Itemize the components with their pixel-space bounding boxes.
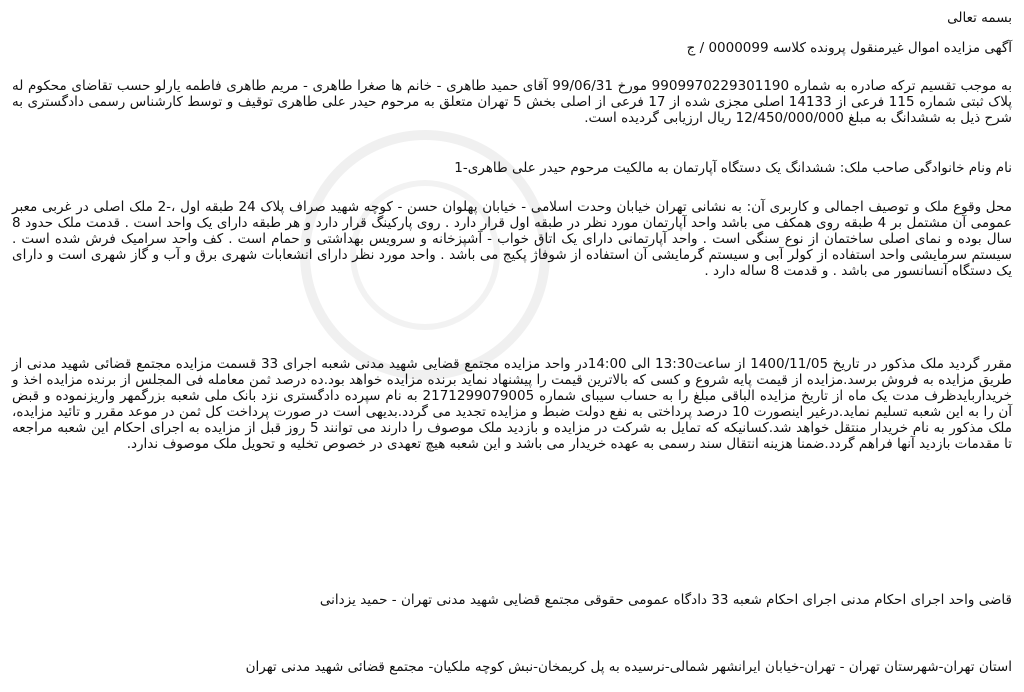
basmala-heading: بسمه تعالی	[947, 10, 1012, 26]
owner-line: نام ونام خانوادگی صاحب ملک: ششدانگ یک دستگاه آپارتمان به مالکیت مرحوم حیدر علی طاهری-1	[454, 160, 1012, 176]
notice-title: آگهی مزایده اموال غیرمنقول پرونده کلاسه 0000099 / ج	[686, 40, 1012, 56]
judge-signature: قاضی واحد اجرای احکام مدنی اجرای احکام شعبه 33 دادگاه عمومی حقوقی مجتمع قضایی شهید مدنی تهران - حمید یزدانی	[319, 592, 1012, 608]
property-description: محل وقوع ملک و توصیف اجمالی و کاربری آن: به نشانی تهران خیابان وحدت اسلامی - خیابان پهلوان حسن - کوچه شهید صراف پلاک 24 طبقه اول ،-2 ملک اصلی در غربی معبر عمومی آن مشتمل بر 4 طبقه روی همکف می باشد واحد آپارتمان مورد نظر در طبقه اول قرار دارد . روی پارکینگ قرار دارد و هر طبقه دارای یک واحد است . قدمت ملک حدود 8 سال بوده و نمای اصلی ساختمان از نوع سنگی است . واحد آپارتمانی دارای یک اتاق خواب - آشپزخانه و سرویس بهداشتی و حمام است . کف واحد سرامیک فرش شده است . سیستم سرمایشی واحد استفاده از کولر آبی و سیستم گرمایشی آن استفاده از شوفاژ پکیج می باشد . واحد مورد نظر دارای انشعابات شهری برق و آب و گاز شهری است و دارای یک دستگاه آنسانسور می باشد . و قدمت 8 ساله دارد .	[12, 199, 1012, 279]
auction-terms: مقرر گردید ملک مذکور در تاریخ 1400/11/05 از ساعت13:30 الی 14:00در واحد مزایده مجتمع قضایی شهید مدنی شعبه اجرای 33 قسمت مزایده مجتمع قضائی شهید مدنی از طریق مزایده به فروش برسد.مزایده از قیمت پایه شروع و کسی که بالاترین قیمت را پیشنهاد نماید برنده مزایده خواهد بود.ده درصد ثمن معامله فی المجلس از برنده مزایده اخذ و خریداربایدظرف مدت یک ماه از تاریخ مزایده الباقی مبلغ را به حساب سیبای شماره 2171299079005 به نام سپرده دادگستری نزد بانک ملی شعبه بزرگمهر واریزنموده و قبض آن را به این شعبه تسلیم نماید.درغیر اینصورت 10 درصد پرداختی به نفع دولت ضبط و مزایده تجدید می گردد.بدیهی است در صورت پرداخت کل ثمن در موعد مقرر و تائید مزایده، ملک مذکور به نام خریدار منتقل خواهد شد.کسانیکه که تمایل به شرکت در مزایده و بازدید ملک موصوف را دارند می توانند 5 روز قبل از مزایده به اجرای احکام این شعبه مراجعه تا مقدمات بازدید آنها فراهم گردد.ضمنا هزینه انتقال سند رسمی به عهده خریدار می باشد و این شعبه هیچ تعهدی در خصوص تخلیه و تحویل ملک موصوف ندارد.	[12, 356, 1013, 452]
intro-paragraph: به موجب تقسیم ترکه صادره به شماره 9909970229301190 مورخ 99/06/31 آقای حمید طاهری - خانم ها صغرا طاهری - مریم طاهری فاطمه یارلو حسب تقاضای محکوم له پلاک ثبتی شماره 115 فرعی از 14133 اصلی مجزی شده از 17 فرعی از اصلی بخش 5 تهران متعلق به مرحوم حیدر علی طاهری توقیف و توسط کارشناس رسمی دادگستری به شرح ذیل به ششدانگ به مبلغ 12/450/000/000 ریال ارزیابی گردیده است.	[12, 78, 1013, 126]
court-address: استان تهران-شهرستان تهران - تهران-خیابان ایرانشهر شمالی-نرسیده به پل کریمخان-نبش کوچه ملکیان- مجتمع قضائی شهید مدنی تهران	[245, 659, 1012, 675]
